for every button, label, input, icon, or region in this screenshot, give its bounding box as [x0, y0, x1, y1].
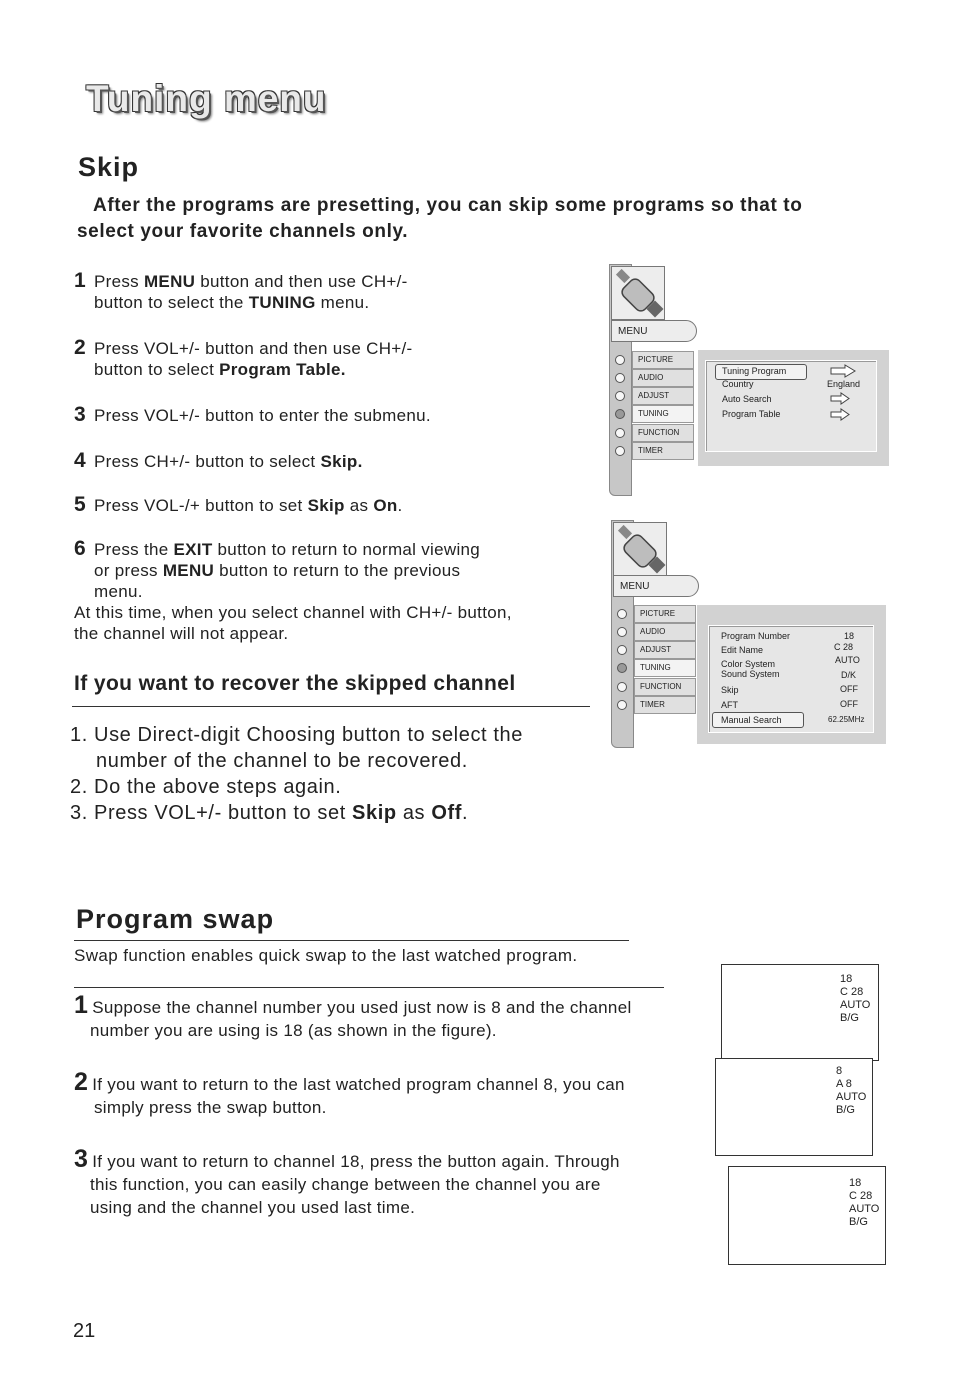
skip-step-6: 6 Press the EXIT button to return to normal viewing or press MENU button to return to the previous menu. At this time, when you select channel with CH+/- button, the channel will not appear.: [74, 537, 512, 643]
tuning-menu-diagram: [609, 264, 891, 496]
arrow-right-icon: [829, 408, 851, 421]
swap-description: Swap function enables quick swap to the last watched program.: [74, 946, 578, 965]
swap-divider: [74, 987, 664, 988]
skip-intro: [77, 193, 897, 245]
skip-step-3: 3 Press VOL+/- button to enter the submenu.: [74, 403, 431, 426]
skip-intro-line1: After the programs are presetting, you can skip some programs so that to: [93, 195, 803, 216]
menu-item-timer[interactable]: TIMER: [632, 442, 694, 460]
skip-note-line2: the channel will not appear.: [74, 624, 289, 643]
skip-note-line1: At this time, when you select channel with CH+/- button,: [74, 603, 512, 622]
value-program-number: 18: [844, 631, 855, 641]
menu-item-picture[interactable]: PICTURE: [632, 351, 694, 369]
menu-bullet: [617, 627, 627, 637]
menu-item-audio[interactable]: AUDIO: [634, 623, 696, 641]
menu-item-adjust[interactable]: ADJUST: [634, 641, 696, 659]
menu-bullet-selected: [617, 663, 627, 673]
row-program-table[interactable]: Program Table: [722, 409, 781, 419]
value-aft: OFF: [840, 699, 858, 709]
menu-label: MENU: [613, 575, 699, 597]
menu-item-function[interactable]: FUNCTION: [632, 424, 694, 442]
value-sound-system: D/K: [841, 670, 857, 680]
menu-item-picture[interactable]: PICTURE: [634, 605, 696, 623]
label-skip[interactable]: Skip: [721, 685, 739, 695]
swap-step-2: 2 If you want to return to the last watched program channel 8, you can simply press the swap button.: [74, 1068, 625, 1117]
menu-bullet: [617, 700, 627, 710]
value-manual-search: 62.25MHz: [828, 715, 865, 724]
label-aft[interactable]: AFT: [721, 700, 738, 710]
arrow-right-icon: [829, 392, 851, 405]
screen-osd-info: 18 C 28 AUTO B/G: [840, 973, 871, 1024]
recover-list: [70, 722, 523, 826]
label-edit-name[interactable]: Edit Name: [721, 645, 764, 655]
skip-intro-line2: select your favorite channels only.: [77, 221, 409, 242]
menu-bullet: [615, 446, 625, 456]
row-tuning-program[interactable]: Tuning Program: [722, 366, 787, 376]
antenna-plug-icon: [612, 267, 664, 319]
country-value: England: [827, 379, 861, 389]
skip-step-2: 2 Press VOL+/- button and then use CH+/- button to select Program Table.: [74, 336, 413, 379]
antenna-plug-icon: [614, 523, 666, 575]
row-country[interactable]: Country: [722, 379, 754, 389]
screen-osd-info: 18 C 28 AUTO B/G: [849, 1177, 880, 1228]
recover-heading: If you want to recover the skipped channel: [74, 672, 516, 695]
label-sound-system[interactable]: Sound System: [721, 669, 780, 679]
menu-bullet: [615, 355, 625, 365]
swap-heading-underline: [74, 940, 629, 941]
menu-icon-box: [613, 522, 667, 576]
skip-step-5: 5 Press VOL-/+ button to set Skip as On.: [74, 493, 403, 516]
menu-item-timer[interactable]: TIMER: [634, 696, 696, 714]
recover-divider: [72, 706, 590, 707]
value-color-system: AUTO: [835, 655, 860, 665]
menu-item-tuning[interactable]: TUNING: [634, 659, 696, 677]
menu-bullet: [615, 373, 625, 383]
value-skip: OFF: [840, 684, 858, 694]
menu-bullet: [615, 428, 625, 438]
skip-step-4: 4 Press CH+/- button to select Skip.: [74, 449, 363, 472]
submenu-panel: [698, 350, 889, 466]
value-edit-name: C 28: [834, 642, 854, 652]
row-auto-search[interactable]: Auto Search: [722, 394, 772, 404]
menu-item-tuning[interactable]: TUNING: [632, 405, 694, 423]
tv-screen-2: [715, 1058, 873, 1156]
menu-bullet: [617, 645, 627, 655]
swap-step-3: 3 If you want to return to channel 18, press the button again. Through this function, you can easily change between the channel you are using and the channel you used last time.: [74, 1145, 620, 1217]
swap-step-1: 1 Suppose the channel number you used just now is 8 and the channel number you are using is 18 (as shown in the figure).: [74, 991, 632, 1040]
menu-label: MENU: [611, 320, 697, 342]
tv-screen-3: [728, 1166, 886, 1265]
program-swap-heading: Program swap: [76, 904, 275, 934]
arrow-right-icon: [829, 364, 857, 378]
menu-icon-box: [611, 266, 665, 320]
menu-bullet: [617, 682, 627, 692]
label-color-system[interactable]: Color System: [721, 659, 776, 669]
recover-item-1-cont: number of the channel to be recovered.: [96, 750, 468, 772]
program-table-panel: [697, 605, 886, 744]
screen-osd-info: 8 A 8 AUTO B/G: [836, 1065, 867, 1116]
page-title: Tuning menu: [86, 78, 327, 119]
menu-bullet: [617, 609, 627, 619]
program-table-diagram: [611, 520, 889, 750]
menu-bullet-selected: [615, 409, 625, 419]
recover-item-1: 1. Use Direct-digit Choosing button to select the: [70, 724, 523, 746]
menu-item-adjust[interactable]: ADJUST: [632, 387, 694, 405]
label-program-number: Program Number: [721, 631, 791, 641]
tv-screen-1: [721, 964, 879, 1061]
menu-bullet: [615, 391, 625, 401]
skip-heading: Skip: [78, 152, 140, 182]
menu-item-function[interactable]: FUNCTION: [634, 678, 696, 696]
recover-item-2: 2. Do the above steps again.: [70, 776, 342, 798]
skip-step-1: 1 Press MENU button and then use CH+/- button to select the TUNING menu.: [74, 269, 408, 312]
label-manual-search[interactable]: Manual Search: [721, 715, 782, 725]
menu-item-audio[interactable]: AUDIO: [632, 369, 694, 387]
recover-item-3: 3. Press VOL+/- button to set Skip as Off.: [70, 802, 469, 824]
page-number: 21: [73, 1320, 96, 1342]
